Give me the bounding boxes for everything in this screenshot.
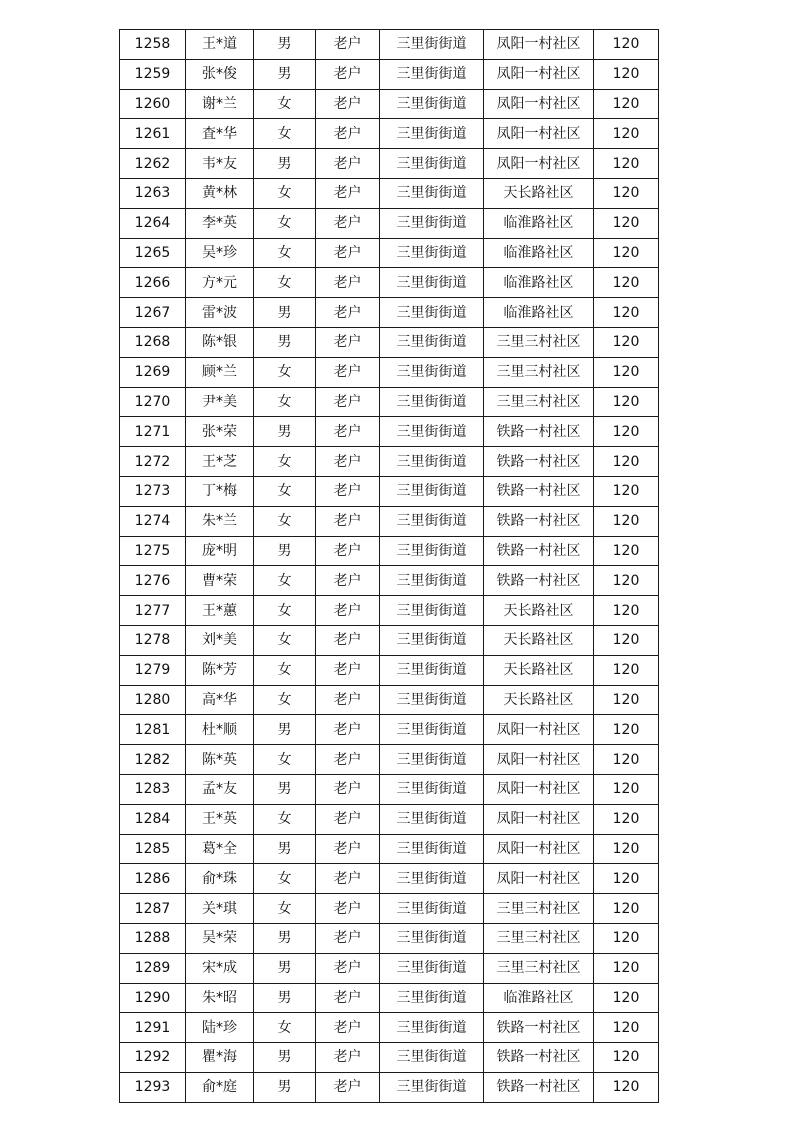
amount-cell: 120 xyxy=(594,1072,659,1102)
community-cell: 铁路一村社区 xyxy=(484,1043,594,1073)
gender-cell: 男 xyxy=(254,834,316,864)
serial-number-cell: 1271 xyxy=(120,417,186,447)
household-type-cell: 老户 xyxy=(316,1013,380,1043)
gender-cell: 女 xyxy=(254,745,316,775)
table-row xyxy=(120,1043,659,1073)
amount-cell: 120 xyxy=(594,178,659,208)
table-row xyxy=(120,327,659,357)
street-cell: 三里街街道 xyxy=(380,30,484,60)
household-type-cell: 老户 xyxy=(316,119,380,149)
gender-cell: 男 xyxy=(254,298,316,328)
name-cell: 雷*波 xyxy=(186,298,254,328)
gender-cell: 男 xyxy=(254,983,316,1013)
serial-number-cell: 1291 xyxy=(120,1013,186,1043)
serial-number-cell: 1281 xyxy=(120,715,186,745)
amount-cell: 120 xyxy=(594,923,659,953)
serial-number-cell: 1275 xyxy=(120,536,186,566)
household-type-cell: 老户 xyxy=(316,983,380,1013)
amount-cell: 120 xyxy=(594,387,659,417)
household-type-cell: 老户 xyxy=(316,625,380,655)
amount-cell: 120 xyxy=(594,506,659,536)
household-type-cell: 老户 xyxy=(316,596,380,626)
street-cell: 三里街街道 xyxy=(380,774,484,804)
gender-cell: 女 xyxy=(254,655,316,685)
gender-cell: 男 xyxy=(254,774,316,804)
gender-cell: 女 xyxy=(254,268,316,298)
table-row xyxy=(120,357,659,387)
serial-number-cell: 1270 xyxy=(120,387,186,417)
name-cell: 谢*兰 xyxy=(186,89,254,119)
community-cell: 临淮路社区 xyxy=(484,983,594,1013)
serial-number-cell: 1266 xyxy=(120,268,186,298)
gender-cell: 女 xyxy=(254,894,316,924)
street-cell: 三里街街道 xyxy=(380,1072,484,1102)
street-cell: 三里街街道 xyxy=(380,923,484,953)
street-cell: 三里街街道 xyxy=(380,59,484,89)
name-cell: 方*元 xyxy=(186,268,254,298)
amount-cell: 120 xyxy=(594,1043,659,1073)
table-row xyxy=(120,30,659,60)
amount-cell: 120 xyxy=(594,238,659,268)
street-cell: 三里街街道 xyxy=(380,298,484,328)
table-row xyxy=(120,566,659,596)
street-cell: 三里街街道 xyxy=(380,745,484,775)
household-type-cell: 老户 xyxy=(316,655,380,685)
name-cell: 庞*明 xyxy=(186,536,254,566)
table-row xyxy=(120,417,659,447)
serial-number-cell: 1278 xyxy=(120,625,186,655)
name-cell: 黄*林 xyxy=(186,178,254,208)
amount-cell: 120 xyxy=(594,476,659,506)
name-cell: 丁*梅 xyxy=(186,476,254,506)
community-cell: 凤阳一村社区 xyxy=(484,715,594,745)
serial-number-cell: 1262 xyxy=(120,149,186,179)
gender-cell: 女 xyxy=(254,238,316,268)
name-cell: 吴*珍 xyxy=(186,238,254,268)
gender-cell: 男 xyxy=(254,953,316,983)
table-row xyxy=(120,953,659,983)
name-cell: 俞*庭 xyxy=(186,1072,254,1102)
name-cell: 顾*兰 xyxy=(186,357,254,387)
serial-number-cell: 1274 xyxy=(120,506,186,536)
community-cell: 天长路社区 xyxy=(484,596,594,626)
table-row xyxy=(120,1072,659,1102)
serial-number-cell: 1283 xyxy=(120,774,186,804)
community-cell: 临淮路社区 xyxy=(484,268,594,298)
gender-cell: 女 xyxy=(254,1013,316,1043)
serial-number-cell: 1267 xyxy=(120,298,186,328)
amount-cell: 120 xyxy=(594,357,659,387)
serial-number-cell: 1279 xyxy=(120,655,186,685)
street-cell: 三里街街道 xyxy=(380,864,484,894)
name-cell: 关*琪 xyxy=(186,894,254,924)
community-cell: 凤阳一村社区 xyxy=(484,774,594,804)
serial-number-cell: 1264 xyxy=(120,208,186,238)
name-cell: 朱*昭 xyxy=(186,983,254,1013)
household-type-cell: 老户 xyxy=(316,804,380,834)
amount-cell: 120 xyxy=(594,864,659,894)
table-row xyxy=(120,59,659,89)
serial-number-cell: 1289 xyxy=(120,953,186,983)
community-cell: 铁路一村社区 xyxy=(484,506,594,536)
community-cell: 凤阳一村社区 xyxy=(484,864,594,894)
name-cell: 王*英 xyxy=(186,804,254,834)
table-row xyxy=(120,476,659,506)
gender-cell: 女 xyxy=(254,804,316,834)
household-type-cell: 老户 xyxy=(316,238,380,268)
name-cell: 吴*荣 xyxy=(186,923,254,953)
name-cell: 査*华 xyxy=(186,119,254,149)
amount-cell: 120 xyxy=(594,208,659,238)
street-cell: 三里街街道 xyxy=(380,238,484,268)
serial-number-cell: 1290 xyxy=(120,983,186,1013)
serial-number-cell: 1277 xyxy=(120,596,186,626)
street-cell: 三里街街道 xyxy=(380,208,484,238)
serial-number-cell: 1292 xyxy=(120,1043,186,1073)
community-cell: 凤阳一村社区 xyxy=(484,745,594,775)
community-cell: 凤阳一村社区 xyxy=(484,59,594,89)
serial-number-cell: 1268 xyxy=(120,327,186,357)
community-cell: 临淮路社区 xyxy=(484,238,594,268)
gender-cell: 男 xyxy=(254,715,316,745)
household-type-cell: 老户 xyxy=(316,30,380,60)
serial-number-cell: 1259 xyxy=(120,59,186,89)
serial-number-cell: 1285 xyxy=(120,834,186,864)
table-row xyxy=(120,774,659,804)
gender-cell: 女 xyxy=(254,596,316,626)
gender-cell: 男 xyxy=(254,1043,316,1073)
name-cell: 尹*美 xyxy=(186,387,254,417)
table-row xyxy=(120,1013,659,1043)
household-type-cell: 老户 xyxy=(316,923,380,953)
name-cell: 王*道 xyxy=(186,30,254,60)
household-type-cell: 老户 xyxy=(316,178,380,208)
street-cell: 三里街街道 xyxy=(380,1013,484,1043)
street-cell: 三里街街道 xyxy=(380,715,484,745)
serial-number-cell: 1286 xyxy=(120,864,186,894)
serial-number-cell: 1282 xyxy=(120,745,186,775)
community-cell: 临淮路社区 xyxy=(484,298,594,328)
gender-cell: 女 xyxy=(254,685,316,715)
table-row xyxy=(120,655,659,685)
serial-number-cell: 1261 xyxy=(120,119,186,149)
gender-cell: 女 xyxy=(254,357,316,387)
name-cell: 王*芝 xyxy=(186,447,254,477)
amount-cell: 120 xyxy=(594,804,659,834)
household-type-cell: 老户 xyxy=(316,1043,380,1073)
street-cell: 三里街街道 xyxy=(380,447,484,477)
street-cell: 三里街街道 xyxy=(380,804,484,834)
serial-number-cell: 1288 xyxy=(120,923,186,953)
street-cell: 三里街街道 xyxy=(380,566,484,596)
roster-table xyxy=(119,29,659,1103)
household-type-cell: 老户 xyxy=(316,536,380,566)
serial-number-cell: 1287 xyxy=(120,894,186,924)
table-row xyxy=(120,387,659,417)
name-cell: 李*英 xyxy=(186,208,254,238)
gender-cell: 女 xyxy=(254,447,316,477)
serial-number-cell: 1263 xyxy=(120,178,186,208)
community-cell: 三里三村社区 xyxy=(484,357,594,387)
street-cell: 三里街街道 xyxy=(380,596,484,626)
household-type-cell: 老户 xyxy=(316,685,380,715)
household-type-cell: 老户 xyxy=(316,327,380,357)
table-row xyxy=(120,178,659,208)
gender-cell: 女 xyxy=(254,566,316,596)
household-type-cell: 老户 xyxy=(316,715,380,745)
table-row xyxy=(120,983,659,1013)
serial-number-cell: 1258 xyxy=(120,30,186,60)
gender-cell: 男 xyxy=(254,59,316,89)
gender-cell: 男 xyxy=(254,327,316,357)
household-type-cell: 老户 xyxy=(316,59,380,89)
community-cell: 三里三村社区 xyxy=(484,327,594,357)
serial-number-cell: 1265 xyxy=(120,238,186,268)
household-type-cell: 老户 xyxy=(316,149,380,179)
street-cell: 三里街街道 xyxy=(380,685,484,715)
serial-number-cell: 1276 xyxy=(120,566,186,596)
gender-cell: 女 xyxy=(254,387,316,417)
street-cell: 三里街街道 xyxy=(380,536,484,566)
community-cell: 凤阳一村社区 xyxy=(484,804,594,834)
name-cell: 刘*美 xyxy=(186,625,254,655)
gender-cell: 男 xyxy=(254,1072,316,1102)
amount-cell: 120 xyxy=(594,59,659,89)
household-type-cell: 老户 xyxy=(316,417,380,447)
street-cell: 三里街街道 xyxy=(380,327,484,357)
amount-cell: 120 xyxy=(594,685,659,715)
household-type-cell: 老户 xyxy=(316,745,380,775)
household-type-cell: 老户 xyxy=(316,89,380,119)
community-cell: 铁路一村社区 xyxy=(484,536,594,566)
name-cell: 王*蕙 xyxy=(186,596,254,626)
name-cell: 陈*银 xyxy=(186,327,254,357)
amount-cell: 120 xyxy=(594,655,659,685)
table-row xyxy=(120,596,659,626)
household-type-cell: 老户 xyxy=(316,864,380,894)
table-row xyxy=(120,149,659,179)
community-cell: 凤阳一村社区 xyxy=(484,149,594,179)
gender-cell: 男 xyxy=(254,923,316,953)
amount-cell: 120 xyxy=(594,715,659,745)
street-cell: 三里街街道 xyxy=(380,506,484,536)
name-cell: 瞿*海 xyxy=(186,1043,254,1073)
community-cell: 铁路一村社区 xyxy=(484,1013,594,1043)
amount-cell: 120 xyxy=(594,625,659,655)
household-type-cell: 老户 xyxy=(316,894,380,924)
community-cell: 凤阳一村社区 xyxy=(484,89,594,119)
community-cell: 临淮路社区 xyxy=(484,208,594,238)
amount-cell: 120 xyxy=(594,30,659,60)
table-row xyxy=(120,268,659,298)
amount-cell: 120 xyxy=(594,774,659,804)
name-cell: 张*俊 xyxy=(186,59,254,89)
community-cell: 天长路社区 xyxy=(484,178,594,208)
street-cell: 三里街街道 xyxy=(380,387,484,417)
gender-cell: 女 xyxy=(254,506,316,536)
name-cell: 曹*荣 xyxy=(186,566,254,596)
household-type-cell: 老户 xyxy=(316,506,380,536)
name-cell: 朱*兰 xyxy=(186,506,254,536)
community-cell: 铁路一村社区 xyxy=(484,476,594,506)
table-row xyxy=(120,89,659,119)
gender-cell: 男 xyxy=(254,536,316,566)
household-type-cell: 老户 xyxy=(316,357,380,387)
table-row xyxy=(120,119,659,149)
table-row xyxy=(120,894,659,924)
gender-cell: 女 xyxy=(254,625,316,655)
community-cell: 天长路社区 xyxy=(484,685,594,715)
amount-cell: 120 xyxy=(594,298,659,328)
table-row xyxy=(120,298,659,328)
amount-cell: 120 xyxy=(594,596,659,626)
table-row xyxy=(120,715,659,745)
household-type-cell: 老户 xyxy=(316,447,380,477)
street-cell: 三里街街道 xyxy=(380,89,484,119)
community-cell: 凤阳一村社区 xyxy=(484,119,594,149)
name-cell: 高*华 xyxy=(186,685,254,715)
name-cell: 陈*芳 xyxy=(186,655,254,685)
street-cell: 三里街街道 xyxy=(380,417,484,447)
gender-cell: 女 xyxy=(254,178,316,208)
household-type-cell: 老户 xyxy=(316,298,380,328)
street-cell: 三里街街道 xyxy=(380,983,484,1013)
name-cell: 孟*友 xyxy=(186,774,254,804)
table-row xyxy=(120,536,659,566)
amount-cell: 120 xyxy=(594,983,659,1013)
community-cell: 铁路一村社区 xyxy=(484,417,594,447)
amount-cell: 120 xyxy=(594,1013,659,1043)
community-cell: 三里三村社区 xyxy=(484,923,594,953)
serial-number-cell: 1284 xyxy=(120,804,186,834)
gender-cell: 男 xyxy=(254,149,316,179)
street-cell: 三里街街道 xyxy=(380,894,484,924)
amount-cell: 120 xyxy=(594,268,659,298)
name-cell: 葛*全 xyxy=(186,834,254,864)
name-cell: 陆*珍 xyxy=(186,1013,254,1043)
community-cell: 三里三村社区 xyxy=(484,894,594,924)
gender-cell: 女 xyxy=(254,208,316,238)
gender-cell: 女 xyxy=(254,864,316,894)
serial-number-cell: 1273 xyxy=(120,476,186,506)
street-cell: 三里街街道 xyxy=(380,149,484,179)
name-cell: 宋*成 xyxy=(186,953,254,983)
community-cell: 天长路社区 xyxy=(484,655,594,685)
household-type-cell: 老户 xyxy=(316,476,380,506)
amount-cell: 120 xyxy=(594,953,659,983)
household-type-cell: 老户 xyxy=(316,774,380,804)
serial-number-cell: 1272 xyxy=(120,447,186,477)
name-cell: 张*荣 xyxy=(186,417,254,447)
street-cell: 三里街街道 xyxy=(380,625,484,655)
community-cell: 天长路社区 xyxy=(484,625,594,655)
street-cell: 三里街街道 xyxy=(380,834,484,864)
street-cell: 三里街街道 xyxy=(380,268,484,298)
amount-cell: 120 xyxy=(594,536,659,566)
household-type-cell: 老户 xyxy=(316,1072,380,1102)
name-cell: 陈*英 xyxy=(186,745,254,775)
street-cell: 三里街街道 xyxy=(380,178,484,208)
table-row xyxy=(120,745,659,775)
name-cell: 俞*珠 xyxy=(186,864,254,894)
street-cell: 三里街街道 xyxy=(380,476,484,506)
serial-number-cell: 1260 xyxy=(120,89,186,119)
table-row xyxy=(120,447,659,477)
household-type-cell: 老户 xyxy=(316,953,380,983)
table-row xyxy=(120,685,659,715)
name-cell: 杜*顺 xyxy=(186,715,254,745)
amount-cell: 120 xyxy=(594,894,659,924)
roster-table-body xyxy=(120,30,659,1103)
gender-cell: 女 xyxy=(254,119,316,149)
table-row xyxy=(120,625,659,655)
gender-cell: 男 xyxy=(254,417,316,447)
amount-cell: 120 xyxy=(594,149,659,179)
household-type-cell: 老户 xyxy=(316,566,380,596)
community-cell: 三里三村社区 xyxy=(484,953,594,983)
amount-cell: 120 xyxy=(594,447,659,477)
amount-cell: 120 xyxy=(594,119,659,149)
gender-cell: 男 xyxy=(254,30,316,60)
street-cell: 三里街街道 xyxy=(380,357,484,387)
household-type-cell: 老户 xyxy=(316,208,380,238)
community-cell: 凤阳一村社区 xyxy=(484,30,594,60)
street-cell: 三里街街道 xyxy=(380,655,484,685)
community-cell: 铁路一村社区 xyxy=(484,566,594,596)
street-cell: 三里街街道 xyxy=(380,953,484,983)
table-row xyxy=(120,238,659,268)
household-type-cell: 老户 xyxy=(316,387,380,417)
amount-cell: 120 xyxy=(594,566,659,596)
amount-cell: 120 xyxy=(594,834,659,864)
amount-cell: 120 xyxy=(594,327,659,357)
table-row xyxy=(120,834,659,864)
household-type-cell: 老户 xyxy=(316,834,380,864)
amount-cell: 120 xyxy=(594,745,659,775)
amount-cell: 120 xyxy=(594,417,659,447)
gender-cell: 女 xyxy=(254,476,316,506)
table-row xyxy=(120,506,659,536)
amount-cell: 120 xyxy=(594,89,659,119)
street-cell: 三里街街道 xyxy=(380,1043,484,1073)
table-row xyxy=(120,208,659,238)
community-cell: 铁路一村社区 xyxy=(484,447,594,477)
serial-number-cell: 1280 xyxy=(120,685,186,715)
gender-cell: 女 xyxy=(254,89,316,119)
table-row xyxy=(120,923,659,953)
table-row xyxy=(120,804,659,834)
serial-number-cell: 1293 xyxy=(120,1072,186,1102)
community-cell: 铁路一村社区 xyxy=(484,1072,594,1102)
table-row xyxy=(120,864,659,894)
serial-number-cell: 1269 xyxy=(120,357,186,387)
street-cell: 三里街街道 xyxy=(380,119,484,149)
community-cell: 凤阳一村社区 xyxy=(484,834,594,864)
name-cell: 韦*友 xyxy=(186,149,254,179)
household-type-cell: 老户 xyxy=(316,268,380,298)
community-cell: 三里三村社区 xyxy=(484,387,594,417)
